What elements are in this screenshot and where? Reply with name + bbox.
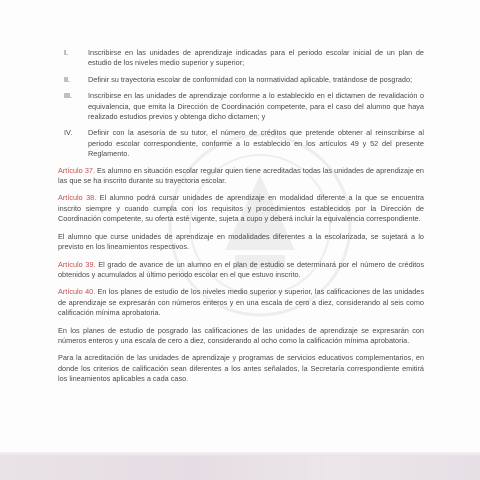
document-body <box>58 48 424 392</box>
article-heading: Artículo 39. <box>58 259 96 269</box>
paragraph <box>58 353 424 384</box>
list-item <box>58 48 424 69</box>
paragraph-text: Para la acreditación de las unidades de aprendizaje y programas de servicios educativos complementarios, en donde los criterios de calificación sean diferentes a los antes señalados, la Secretaría correspondiente emitirá los lineamientos aplicables a cada caso. <box>58 353 424 384</box>
list-item <box>58 128 424 159</box>
paragraph-text: El alumno que curse unidades de aprendizaje en modalidades diferentes a la escolarizada, se sujetará a lo previsto en los lineamientos respectivos. <box>58 231 424 252</box>
paragraph-text: En los planes de estudio de posgrado las calificaciones de las unidades de aprendizaje se expresarán con números enteros y una escala de cero a diez, considerando al ocho como la calificación mínima aprobatoria. <box>58 325 424 345</box>
article-40-paragraph <box>58 287 424 318</box>
list-item-number: IV. <box>64 128 73 138</box>
article-heading: Artículo 40. <box>58 287 96 297</box>
paragraph <box>58 232 424 253</box>
article-39-paragraph <box>58 260 424 281</box>
list-item-text: Definir su trayectoria escolar de conformidad con la normatividad aplicable, tratándose de posgrado; <box>88 74 413 84</box>
list-item <box>58 75 424 85</box>
list-item-number: II. <box>64 74 71 84</box>
list-item-text: Definir con la asesoría de su tutor, el número de créditos que pretende obtener al reinscribirse al periodo escolar correspondiente, conforme a lo establecido en los artículos 49 y 52 del presente Reglamento. <box>88 128 424 159</box>
article-37-paragraph <box>58 166 424 187</box>
footer-band <box>0 452 480 480</box>
paragraph-text: Es alumno en situación escolar regular quien tiene acreditadas todas las unidades de aprendizaje en las que se ha inscrito durante su trayectoria escolar. <box>58 165 424 186</box>
paragraph-text: En los planes de estudio de los niveles medio superior y superior, las calificaciones de las unidades de aprendizaje se expresarán con números enteros y en una escala de cero a diez, considerando al seis como calificación mínima aprobatoria. <box>58 287 424 318</box>
list-item-number: I. <box>64 48 69 57</box>
list-item <box>58 91 424 122</box>
paragraph <box>58 326 424 347</box>
list-item-text: Inscribirse en las unidades de aprendizaje indicadas para el periodo escolar inicial de un plan de estudio de los niveles medio superior y superior; <box>88 48 424 68</box>
article-38-paragraph <box>58 193 424 224</box>
article-heading: Artículo 38. <box>58 193 97 203</box>
list-item-text: Inscribirse en las unidades de aprendizaje conforme a lo establecido en el dictamen de revalidación o equivalencia, que emita la Dirección de Coordinación competente, para el caso del alumno que haya realizado estudios previos y obtenga dicho dictamen; y <box>88 91 424 122</box>
list-item-number: III. <box>64 91 73 101</box>
numbered-list <box>58 48 424 160</box>
paragraph-text: El alumno podrá cursar unidades de aprendizaje en modalidad diferente a la que se encuentra inscrito siempre y cuando cumpla con los requisitos y procedimientos establecidos por la Dirección de Coordinación competente, su oferta esté vigente, sujeta a cupo y deberá incluir la equivalencia correspondiente. <box>58 193 424 224</box>
paragraph-text: El grado de avance de un alumno en el plan de estudio se determinará por el número de créditos obtenidos y acumulados al último periodo escolar en el que estuvo inscrito. <box>58 259 424 279</box>
article-heading: Artículo 37. <box>58 165 95 175</box>
